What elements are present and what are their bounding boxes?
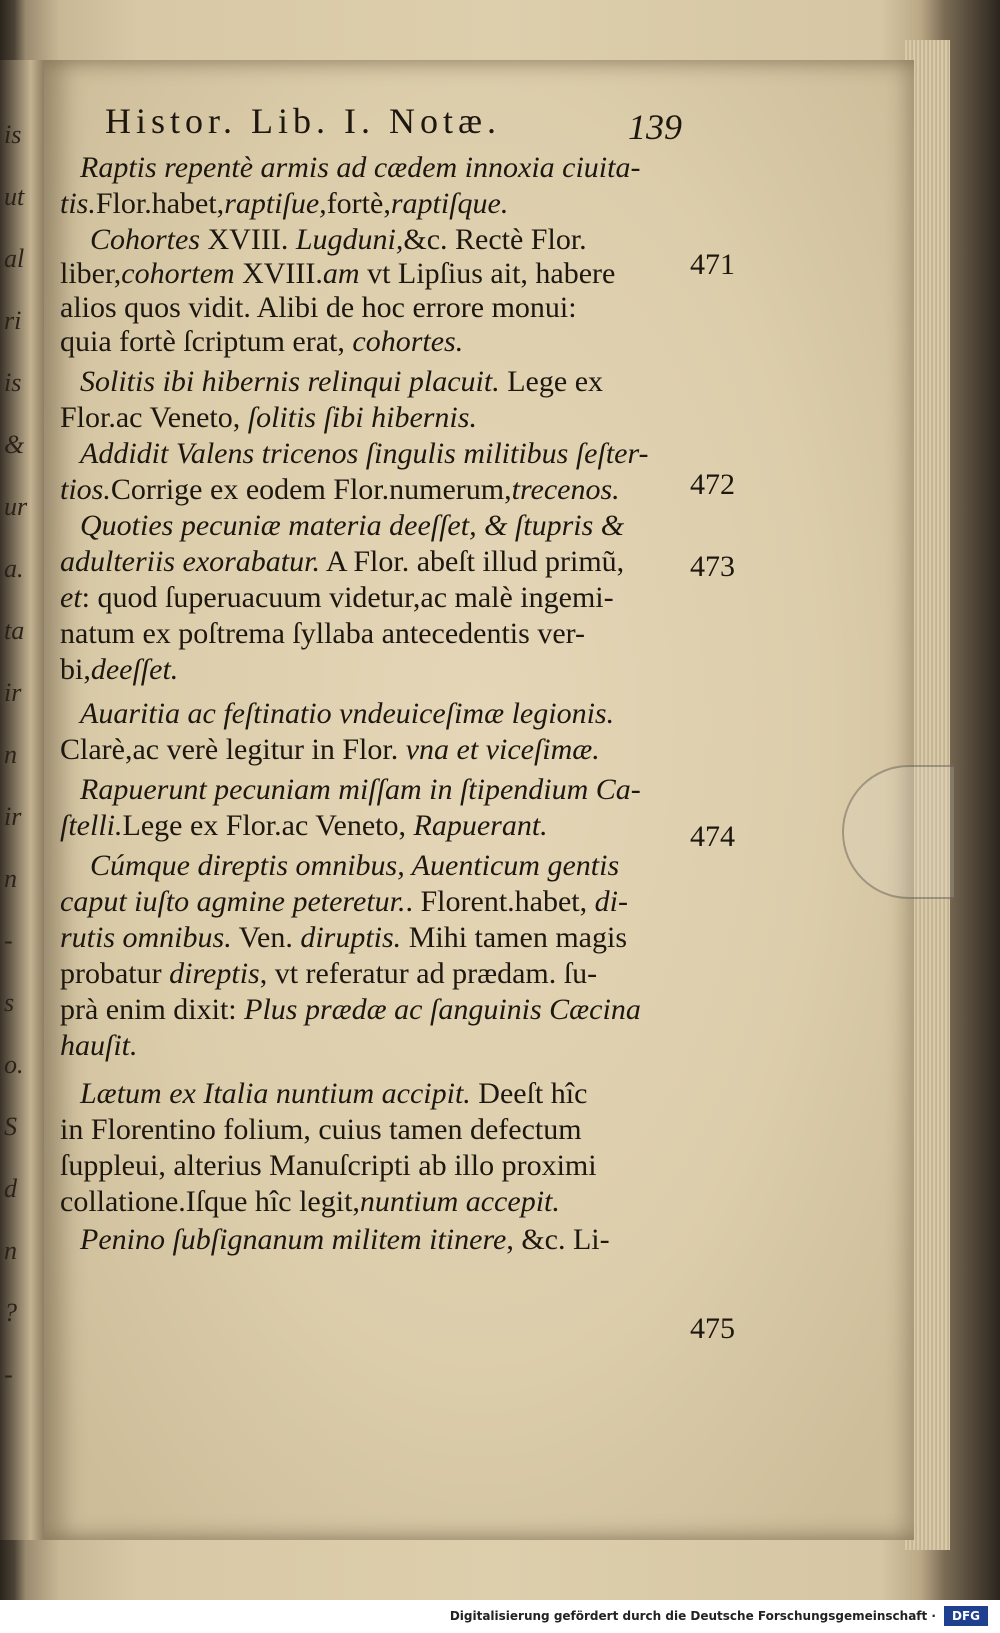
text-segment: Clarè,ac verè legitur in Flor. (60, 733, 406, 766)
text-segment: cohortem (121, 257, 243, 290)
text-line (60, 544, 624, 580)
text-line (60, 290, 577, 326)
text-segment: Addidit Valens tricenos ſingulis militibus ſeſter- (80, 437, 649, 470)
text-segment: deeſſet. (90, 653, 179, 686)
text-segment: collatione.Iſque hîc legit, (60, 1185, 360, 1218)
text-segment: nuntium accepit. (359, 1185, 560, 1218)
facing-page-glyph: s (4, 988, 15, 1017)
facing-page-glyph: is (4, 368, 22, 397)
text-segment: Corrige ex eodem Flor.numerum, (110, 473, 512, 506)
text-line (60, 956, 597, 992)
text-segment: diruptis. (300, 921, 402, 954)
facing-page-glyph: ir (4, 678, 22, 707)
funding-credit: Digitalisierung gefördert durch die Deutsche Forschungsgemeinschaft · (449, 1609, 936, 1623)
text-segment: hauſit. (60, 1029, 138, 1062)
footer-bar (0, 1600, 1000, 1633)
facing-page-glyph: ir (4, 802, 22, 831)
text-segment: tios. (60, 473, 111, 506)
text-segment: tis. (60, 187, 96, 220)
text-line (60, 616, 585, 652)
text-segment: liber, (60, 257, 122, 290)
text-segment: Auaritia ac feſtinatio vndeuiceſimæ legionis. (80, 697, 615, 730)
text-segment: . Florent.habet, (405, 885, 595, 918)
text-segment: Cohortes (90, 223, 208, 256)
text-segment: A Flor. abeſt illud primũ, (320, 545, 625, 578)
text-line (60, 1112, 582, 1148)
text-segment: , &c. Li- (506, 1223, 610, 1256)
text-segment: am (322, 257, 360, 290)
facing-page-glyph: ri (4, 306, 22, 335)
running-header (105, 100, 705, 142)
facing-page-glyph: ta (4, 616, 25, 645)
dfg-logo: DFG (944, 1606, 988, 1626)
text-line (80, 772, 641, 808)
text-segment: alios quos vidit. Alibi de hoc errore monui: (60, 291, 577, 324)
text-line (60, 580, 614, 616)
facing-page-glyph: S (4, 1112, 17, 1141)
text-line (60, 472, 620, 508)
text-segment: Flor.habet, (95, 187, 225, 220)
text-line (60, 256, 615, 292)
text-line (60, 324, 463, 360)
text-line (60, 992, 641, 1028)
text-segment: prà enim dixit: (60, 993, 245, 1026)
text-segment: Solitis ibi hibernis relinqui placuit. (80, 365, 508, 398)
text-line (80, 1076, 587, 1112)
text-segment: raptiſque. (390, 187, 509, 220)
text-segment: Quoties pecuniæ materia deeſſet, & ſtupris & (80, 509, 625, 542)
text-segment: XVIII. (242, 257, 323, 290)
text-segment: ſuppleui, alterius Manuſcripti ab illo proximi (60, 1149, 597, 1182)
text-segment: vna et viceſimæ. (405, 733, 600, 766)
page-number: 139 (628, 107, 682, 147)
text-segment: Ven. (231, 921, 301, 954)
text-line (80, 508, 624, 544)
text-segment: Lætum ex Italia nuntium accipit. (80, 1077, 471, 1110)
text-line (80, 150, 640, 186)
text-segment: XVIII. (207, 223, 296, 256)
text-segment: Plus prædæ ac ſanguinis Cæcina (244, 993, 641, 1026)
text-segment: Mihi tamen magis (401, 921, 627, 954)
text-segment: Flor.ac Veneto, (60, 401, 248, 434)
text-segment: rutis omnibus. (60, 921, 232, 954)
facing-page-glyph: ? (4, 1298, 17, 1327)
text-line (60, 186, 508, 222)
text-line (60, 732, 600, 768)
facing-page-glyph: d (4, 1174, 17, 1203)
header-title: Histor. Lib. I. Notæ. (105, 101, 502, 141)
facing-page-glyph: ut (4, 182, 25, 211)
text-segment: fortè, (326, 187, 391, 220)
text-segment: Deeſt hîc (470, 1077, 588, 1110)
margin-number: 472 (690, 468, 735, 501)
text-segment: Lugduni, (295, 223, 404, 256)
text-line (60, 1028, 138, 1064)
facing-page-glyph: n (4, 740, 17, 769)
margin-number: 475 (690, 1312, 735, 1345)
text-segment: ſolitis ſibi hibernis. (247, 401, 477, 434)
text-line (60, 1148, 597, 1184)
facing-page-glyph: & (4, 430, 25, 459)
text-segment: : quod ſuperuacuum videtur,ac malè ingemi- (81, 581, 614, 614)
facing-page-glyph: ur (4, 492, 28, 521)
facing-page-edge (0, 60, 44, 1540)
text-segment: bi, (60, 653, 91, 686)
text-line (80, 364, 603, 400)
text-segment: caput iuſto agmine peteretur. (60, 885, 406, 918)
text-segment: Lege ex (507, 365, 604, 398)
text-line (60, 920, 627, 956)
text-segment: in Florentino folium, cuius tamen defectum (60, 1113, 582, 1146)
facing-page-glyph: n (4, 1236, 17, 1265)
margin-number: 474 (690, 820, 735, 853)
text-segment: Rapuerant. (413, 809, 548, 842)
facing-page-glyph: n (4, 864, 17, 893)
text-line (90, 222, 587, 258)
text-segment: Raptis repentè armis ad cædem innoxia ciuita- (80, 151, 641, 184)
margin-number: 471 (690, 248, 735, 281)
margin-number: 473 (690, 550, 735, 583)
text-line (60, 808, 548, 844)
facing-page-glyph: o. (4, 1050, 24, 1079)
text-segment: &c. Rectè Flor. (403, 223, 587, 256)
facing-page-glyph: - (4, 1360, 13, 1389)
text-line (90, 848, 619, 884)
text-segment: quia fortè ſcriptum erat, (60, 325, 353, 358)
text-segment: cohortes. (352, 325, 464, 358)
text-segment: natum ex poſtrema ſyllaba antecedentis ver- (60, 617, 586, 650)
text-line (80, 436, 649, 472)
text-segment: Lege ex Flor.ac Veneto, (122, 809, 414, 842)
text-segment: di- (594, 885, 628, 918)
text-segment: raptiſue, (224, 187, 327, 220)
text-line (80, 696, 614, 732)
facing-page-glyph: is (4, 120, 22, 149)
text-line (60, 652, 178, 688)
text-line (60, 400, 477, 436)
text-line (60, 884, 628, 920)
text-segment: Penino ſubſignanum militem itinere (80, 1223, 507, 1256)
text-segment: vt Lipſius ait, habere (359, 257, 616, 290)
facing-page-glyph: al (4, 244, 25, 273)
text-segment: Cúmque direptis omnibus, Auenticum gentis (90, 849, 620, 882)
text-segment: Rapuerunt pecuniam miſſam in ſtipendium Ca- (80, 773, 641, 806)
text-segment: et (60, 581, 82, 614)
facing-page-glyph: a. (4, 554, 24, 583)
text-segment: direptis (169, 957, 260, 990)
text-line (80, 1222, 610, 1258)
text-line (60, 1184, 560, 1220)
text-segment: probatur (60, 957, 170, 990)
text-segment: , vt referatur ad prædam. ſu- (259, 957, 598, 990)
text-segment: adulteriis exorabatur. (60, 545, 320, 578)
text-segment: ſtelli. (60, 809, 123, 842)
text-segment: trecenos. (511, 473, 620, 506)
facing-page-glyph: - (4, 926, 13, 955)
